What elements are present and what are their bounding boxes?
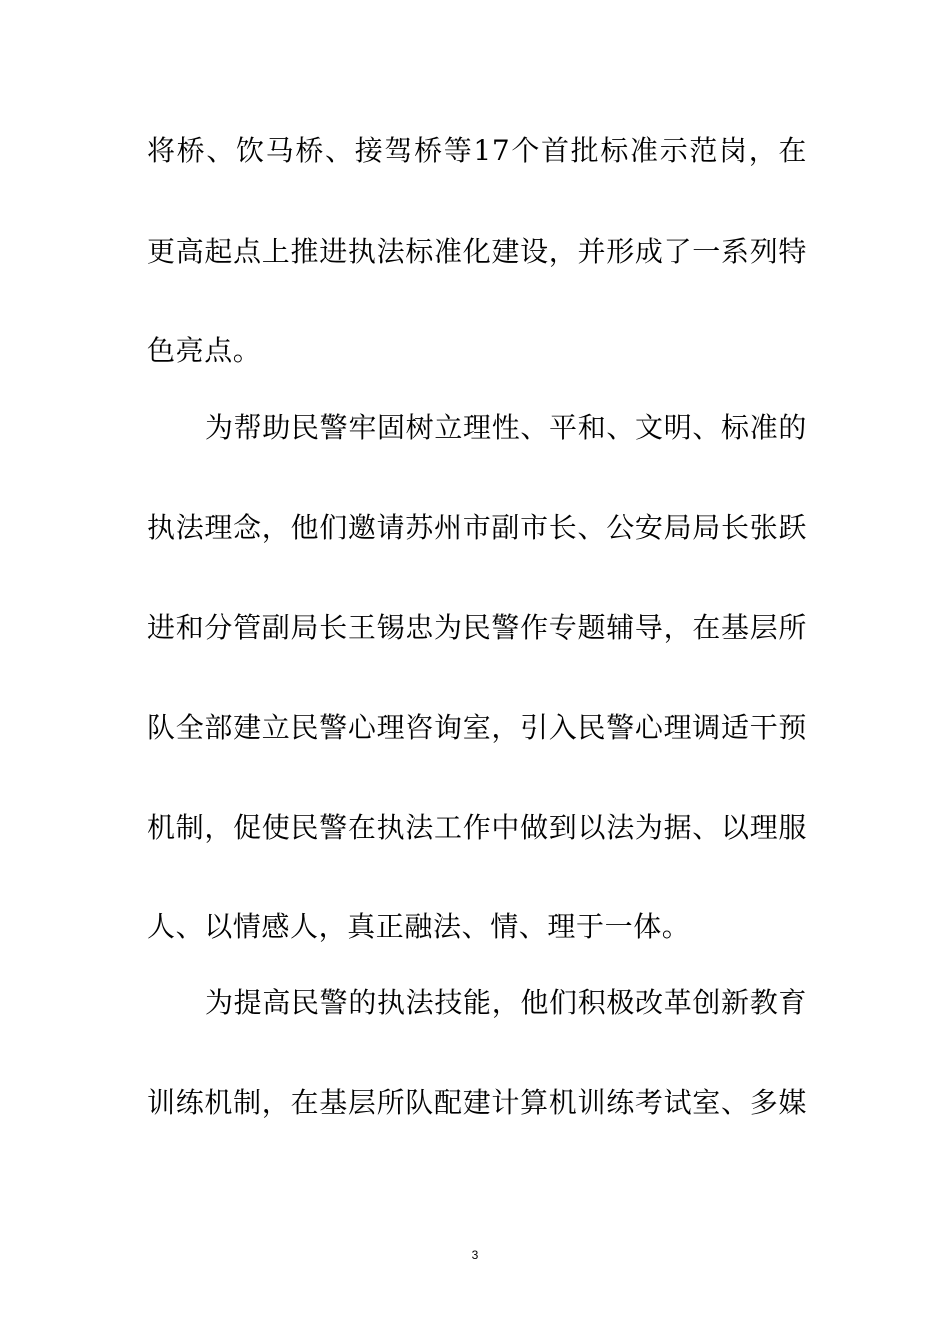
text-line-3: 色亮点。 (147, 334, 262, 367)
paragraph-2-line-1: 为帮助民警牢固树立理性、平和、文明、标准的 (205, 411, 807, 444)
page-number: 3 (471, 1248, 479, 1262)
paragraph-3-line-1: 为提高民警的执法技能，他们积极改革创新教育 (205, 986, 807, 1019)
text-line-2: 更高起点上推进执法标准化建设，并形成了一系列特 (147, 235, 807, 268)
paragraph-2-line-4: 队全部建立民警心理咨询室，引入民警心理调适干预 (147, 711, 807, 744)
paragraph-2-line-2: 执法理念，他们邀请苏州市副市长、公安局局长张跃 (147, 511, 807, 544)
paragraph-2-line-6: 人、以情感人，真正融法、情、理于一体。 (147, 910, 691, 943)
paragraph-2-line-3: 进和分管副局长王锡忠为民警作专题辅导，在基层所 (147, 611, 807, 644)
paragraph-2-line-5: 机制，促使民警在执法工作中做到以法为据、以理服 (147, 811, 807, 844)
text-line-1: 将桥、饮马桥、接驾桥等17个首批标准示范岗，在 (147, 134, 807, 167)
paragraph-3-line-2: 训练机制，在基层所队配建计算机训练考试室、多媒 (147, 1086, 807, 1119)
